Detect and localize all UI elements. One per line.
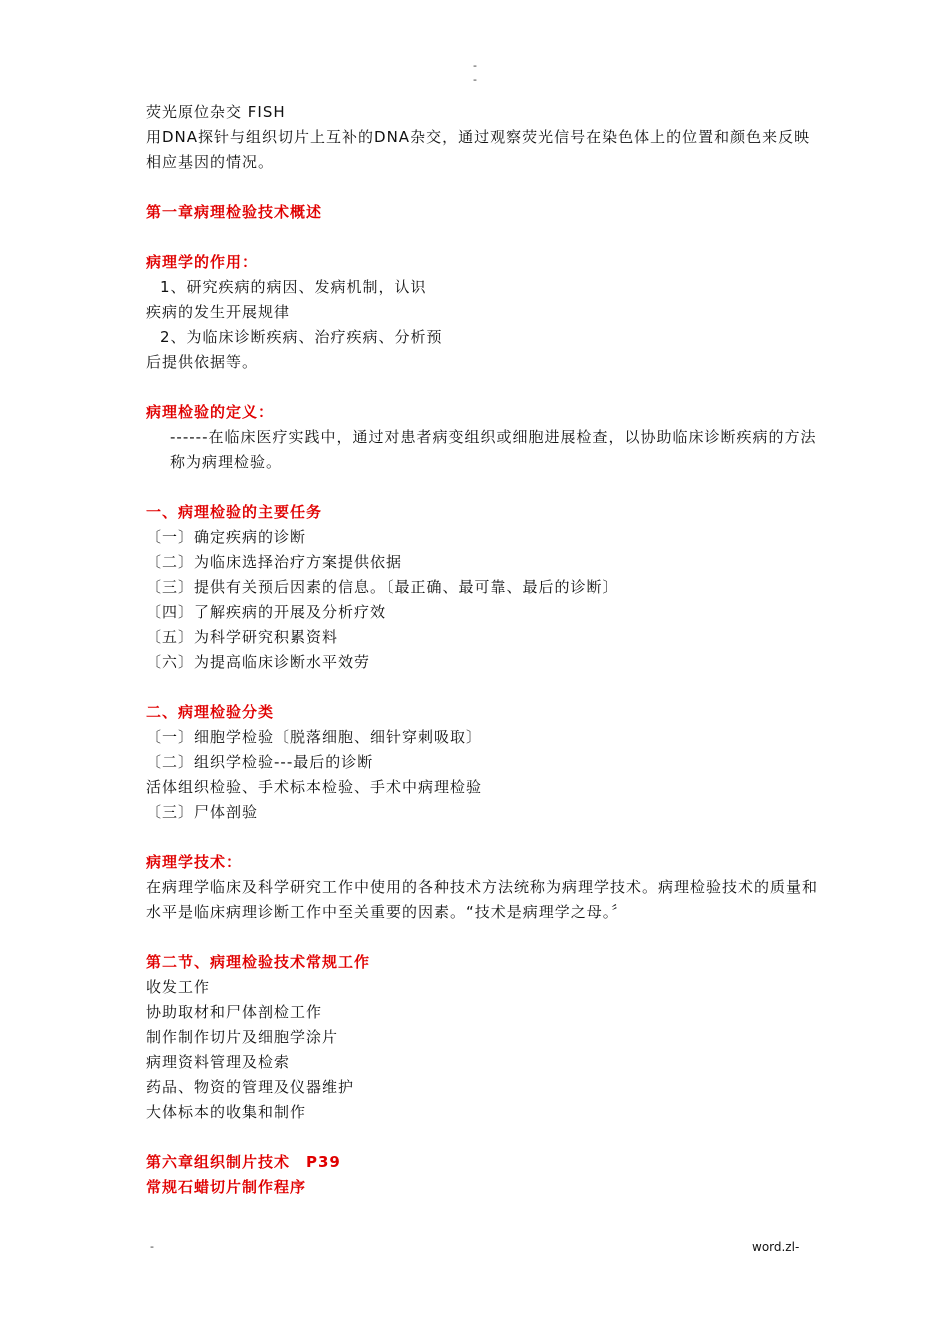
header-mark-top: - [473,59,477,72]
role-line: 疾病的发生开展规律 [146,303,291,321]
role-line: 2、为临床诊断疾病、治疗疾病、分析预 [160,328,443,346]
classification-item: 〔一〕细胞学检验〔脱落细胞、细针穿刺吸取〕 [146,728,483,746]
section2-item: 药品、物资的管理及仪器维护 [146,1078,355,1096]
intro-text: 用DNA探针与组织切片上互补的DNA杂交，通过观察荧光信号在染色体上的位置和颜色来反映相应基因的情况。 [146,128,811,171]
document-body [146,100,826,1200]
header-mark-bottom: - [473,73,477,86]
task-item: 〔五〕为科学研究积累资料 [146,628,339,646]
section2-item: 协助取材和尸体剖检工作 [146,1003,323,1021]
role-line: 1、研究疾病的病因、发病机制，认识 [160,278,427,296]
task-item: 〔三〕提供有关预后因素的信息。〔最正确、最可靠、最后的诊断〕 [146,578,619,596]
definition-text: ------在临床医疗实践中，通过对患者病变组织或细胞进展检查，以协助临床诊断疾病的方法称为病理检验。 [170,428,817,471]
definition-heading: 病理检验的定义： [146,403,275,421]
chapter1-title: 第一章病理检验技术概述 [146,203,323,221]
classification-item: 〔三〕尸体剖验 [146,803,259,821]
task-item: 〔一〕确定疾病的诊断 [146,528,307,546]
footer-mark: - [150,1240,154,1253]
role-heading: 病理学的作用： [146,253,259,271]
chapter6-title: 第六章组织制片技术 P39 [146,1153,341,1171]
classification-item: 活体组织检验、手术标本检验、手术中病理检验 [146,778,483,796]
task-item: 〔二〕为临床选择治疗方案提供依据 [146,553,403,571]
section2-heading: 第二节、病理检验技术常规工作 [146,953,371,971]
intro-title: 荧光原位杂交 FISH [146,103,286,121]
technique-text: 在病理学临床及科学研究工作中使用的各种技术方法统称为病理学技术。病理检验技术的质量和水平是临床病理诊断工作中至关重要的因素。“技术是病理学之母。〞 [146,878,819,921]
task-item: 〔六〕为提高临床诊断水平效劳 [146,653,371,671]
task-item: 〔四〕了解疾病的开展及分析疗效 [146,603,387,621]
tasks-heading: 一、病理检验的主要任务 [146,503,323,521]
role-line: 后提供依据等。 [146,353,259,371]
technique-heading: 病理学技术： [146,853,243,871]
section2-item: 大体标本的收集和制作 [146,1103,307,1121]
chapter6-subtitle: 常规石蜡切片制作程序 [146,1178,307,1196]
classification-heading: 二、病理检验分类 [146,703,275,721]
section2-item: 制作制作切片及细胞学涂片 [146,1028,339,1046]
section2-item: 收发工作 [146,978,211,996]
footer-source: word.zl- [752,1240,800,1254]
classification-item: 〔二〕组织学检验---最后的诊断 [146,753,374,771]
section2-item: 病理资料管理及检索 [146,1053,291,1071]
